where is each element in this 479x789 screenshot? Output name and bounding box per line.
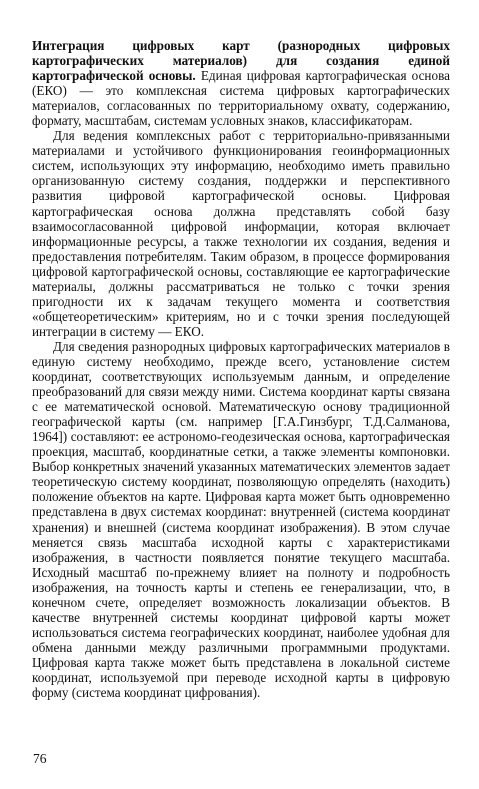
page-body (32, 38, 450, 700)
section-heading: Интеграция цифровых карт (разнородных цифровых картографических материалов) для создания единой картографической основы. (32, 38, 450, 84)
page-number: 76 (33, 751, 47, 766)
intro-paragraph (32, 38, 450, 128)
body-paragraph: Для сведения разнородных цифровых картографических материалов в единую систему необходимо, прежде всего, установление систем координат, соответствующих используемым данным, и определение преобразований для связи между ними. Система координат карты связана с ее математической основой. Математическую основу традиционной географической карты (см. например [Г.А.Гинзбург, Т.Д.Салманова, 1964]) составляют: ее астрономо-геодезическая основа, картографическая проекция, масштаб, координатные сетки, а также элементы компоновки. Выбор конкретных значений указанных математических элементов задает теоретическую систему координат, позволяющую определять (находить) положение объектов на карте. Цифровая карта может быть одновременно представлена в двух системах координат: внутренней (система координат хранения) и внешней (система координат изображения). В этом случае меняется связь масштаба исходной карты с характеристиками изображения, в частности появляется понятие текущего масштаба. Исходный масштаб по-прежнему влияет на полноту и подробность изображения, на точность карты и степень ее генерализации, что, в конечном счете, определяет возможность локализации объектов. В качестве внутренней системы координат цифровой карты может использоваться система географических координат, наиболее удобная для обмена данными между различными программными продуктами. Цифровая карта также может быть представлена в локальной системе координат, используемой при переводе исходной карты в цифровую форму (система координат цифрования). (32, 338, 450, 701)
intro-text: Единая цифровая картографическая основа (ЕКО) — это комплексная система цифровых картографических материалов, согласованных по территориальному охвату, содержанию, формату, масштабам, системам условных знаков, классификаторам. (32, 68, 450, 129)
body-paragraph: Для ведения комплексных работ с территориально-привязанными материалами и устойчивого функционирования геоинформационных систем, использующих эту информацию, необходимо иметь правильно организованную систему создания, поддержки и перспективного развития цифровой картографической основы. Цифровая картографическая основа должна представлять собой базу взаимосогласованной цифровой информации, которая включает информационные ресурсы, а также технологии их создания, ведения и предоставления потребителям. Таким образом, в процессе формирования цифровой картографической основы, составляющие ее картографические материалы, должны рассматриваться не только с точки зрения пригодности их к задачам текущего момента и соответствия «общетеоретическим» критериям, но и с точки зрения последующей интеграции в систему — ЕКО. (32, 128, 450, 339)
